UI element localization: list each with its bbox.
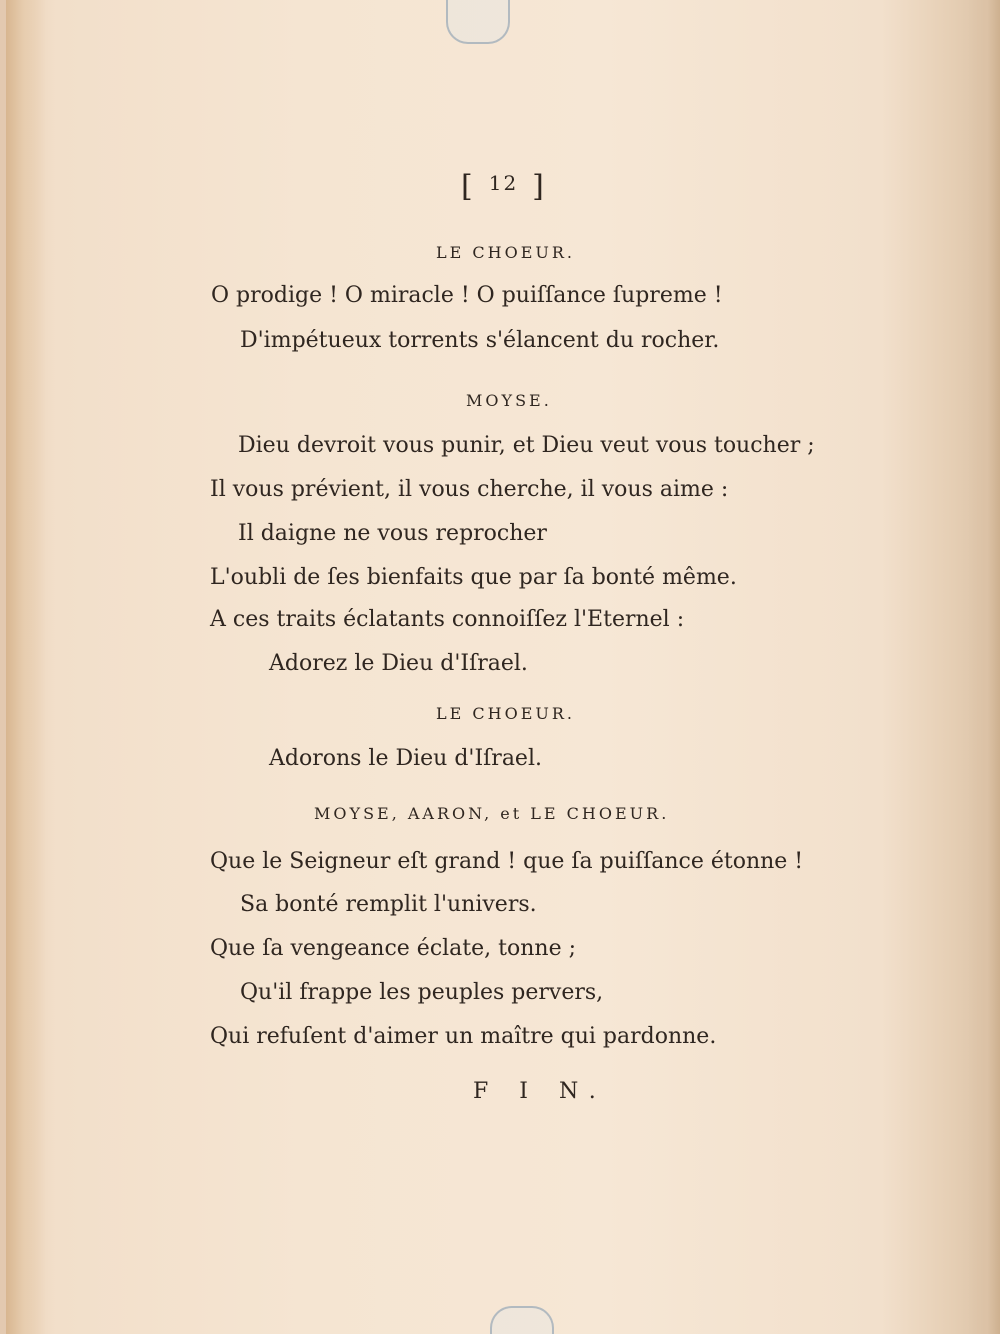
page-right-edge bbox=[968, 0, 1000, 1334]
verse-line: Il vous prévient, il vous cherche, il vous aime : bbox=[210, 477, 729, 502]
folio-number: 12 bbox=[488, 171, 519, 195]
verse-line: O prodige ! O miracle ! O puiſſance ſupreme ! bbox=[211, 283, 723, 308]
verse-line: Dieu devroit vous punir, et Dieu veut vous toucher ; bbox=[238, 433, 815, 458]
verse-line: Adorez le Dieu d'Iſrael. bbox=[269, 651, 528, 676]
speaker-heading: MOYSE. bbox=[466, 391, 552, 410]
book-page bbox=[6, 0, 1000, 1334]
end-mark: F I N. bbox=[473, 1079, 608, 1104]
verse-line: D'impétueux torrents s'élancent du rocher. bbox=[240, 328, 720, 353]
verse-line: Il daigne ne vous reprocher bbox=[238, 521, 547, 546]
page-number bbox=[461, 169, 546, 204]
folio-bracket-open: [ bbox=[461, 169, 475, 204]
verse-line: L'oubli de ſes bienfaits que par ſa bonté même. bbox=[210, 565, 737, 590]
speaker-heading: MOYSE, AARON, et LE CHOEUR. bbox=[314, 804, 670, 823]
bottom-clip bbox=[490, 1306, 554, 1334]
speaker-heading: LE CHOEUR. bbox=[436, 704, 575, 723]
verse-line: Adorons le Dieu d'Iſrael. bbox=[269, 746, 542, 771]
verse-line: Sa bonté remplit l'univers. bbox=[240, 892, 537, 917]
verse-line: Que le Seigneur eſt grand ! que ſa puiſſance étonne ! bbox=[210, 849, 804, 874]
verse-line: Que ſa vengeance éclate, tonne ; bbox=[210, 936, 576, 961]
folio-bracket-close: ] bbox=[532, 169, 546, 204]
verse-line: Qu'il frappe les peuples pervers, bbox=[240, 980, 604, 1005]
page-left-edge bbox=[6, 0, 46, 1334]
verse-line: Qui refuſent d'aimer un maître qui pardonne. bbox=[210, 1024, 717, 1049]
verse-line: A ces traits éclatants connoiſſez l'Eternel : bbox=[210, 607, 685, 632]
top-clip bbox=[446, 0, 510, 44]
speaker-heading: LE CHOEUR. bbox=[436, 243, 575, 262]
